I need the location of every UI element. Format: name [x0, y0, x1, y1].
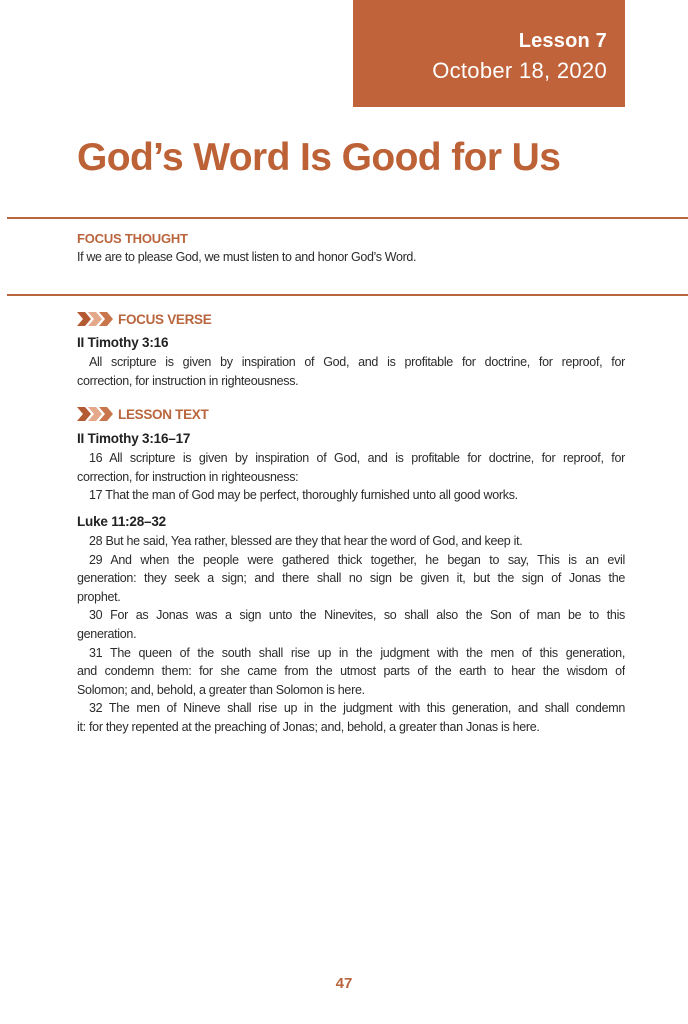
verse-line: Solomon; and, behold, a greater than Solomon is here.: [77, 682, 365, 697]
verse-line: 31 The queen of the south shall rise up in the judgment with the men of this generation,: [89, 645, 625, 660]
verse-line: All scripture is given by inspiration of God, and is profitable for doctrine, for reproof, for: [89, 355, 625, 369]
verse-line: 32 The men of Nineve shall rise up in the judgment with this generation, and shall condemn: [89, 701, 625, 716]
focus-thought-text: If we are to please God, we must listen to and honor God’s Word.: [77, 250, 417, 264]
focus-verse-heading: [77, 310, 211, 328]
verse-line: generation: they seek a sign; and there shall no sign be given it, but the sign of Jonas the: [77, 571, 625, 586]
verse-line: 30 For as Jonas was a sign unto the Ninevites, so shall also the Son of man be to this: [89, 608, 625, 623]
page-title: God’s Word Is Good for Us: [77, 136, 561, 179]
focus-verse-block: [77, 333, 625, 390]
passage-reference: II Timothy 3:16–17: [77, 431, 191, 446]
verse-line: and condemn them: for she came from the utmost parts of the earth to hear the wisdom of: [77, 664, 625, 679]
passage-block: [77, 512, 625, 737]
focus-thought-heading: FOCUS THOUGHT: [77, 231, 188, 246]
verse-line: 16 All scripture is given by inspiration of God, and is profitable for doctrine, for reproof, for: [89, 451, 625, 465]
verse-line: 17 That the man of God may be perfect, thoroughly furnished unto all good works.: [89, 488, 518, 503]
verse-line: correction, for instruction in righteousness:: [77, 469, 299, 484]
triple-chevron-icon: [77, 312, 113, 326]
triple-chevron-icon: [77, 407, 113, 421]
lesson-text-label: LESSON TEXT: [118, 406, 209, 422]
divider-bottom: [7, 294, 688, 296]
verse-line: it: for they repented at the preaching of Jonas; and, behold, a greater than Jonas is here.: [77, 719, 540, 734]
verse-line: correction, for instruction in righteousness.: [77, 373, 299, 388]
lesson-text-heading: [77, 405, 208, 423]
lesson-number: Lesson 7: [518, 30, 607, 52]
passage-reference: Luke 11:28–32: [77, 514, 166, 529]
verse-line: 29 And when the people were gathered thick together, he began to say, This is an evil: [89, 552, 625, 567]
focus-verse-label: FOCUS VERSE: [118, 311, 212, 327]
verse-line: 28 But he said, Yea rather, blessed are they that hear the word of God, and keep it.: [89, 534, 523, 548]
verse-line: generation.: [77, 626, 137, 641]
lesson-date: October 18, 2020: [432, 58, 607, 83]
passage-block: [77, 429, 625, 505]
verse-line: prophet.: [77, 589, 121, 604]
verse-reference: II Timothy 3:16: [77, 335, 169, 350]
lesson-header-box: [353, 0, 625, 107]
divider-top: [7, 217, 688, 219]
page-number: 47: [335, 975, 353, 992]
